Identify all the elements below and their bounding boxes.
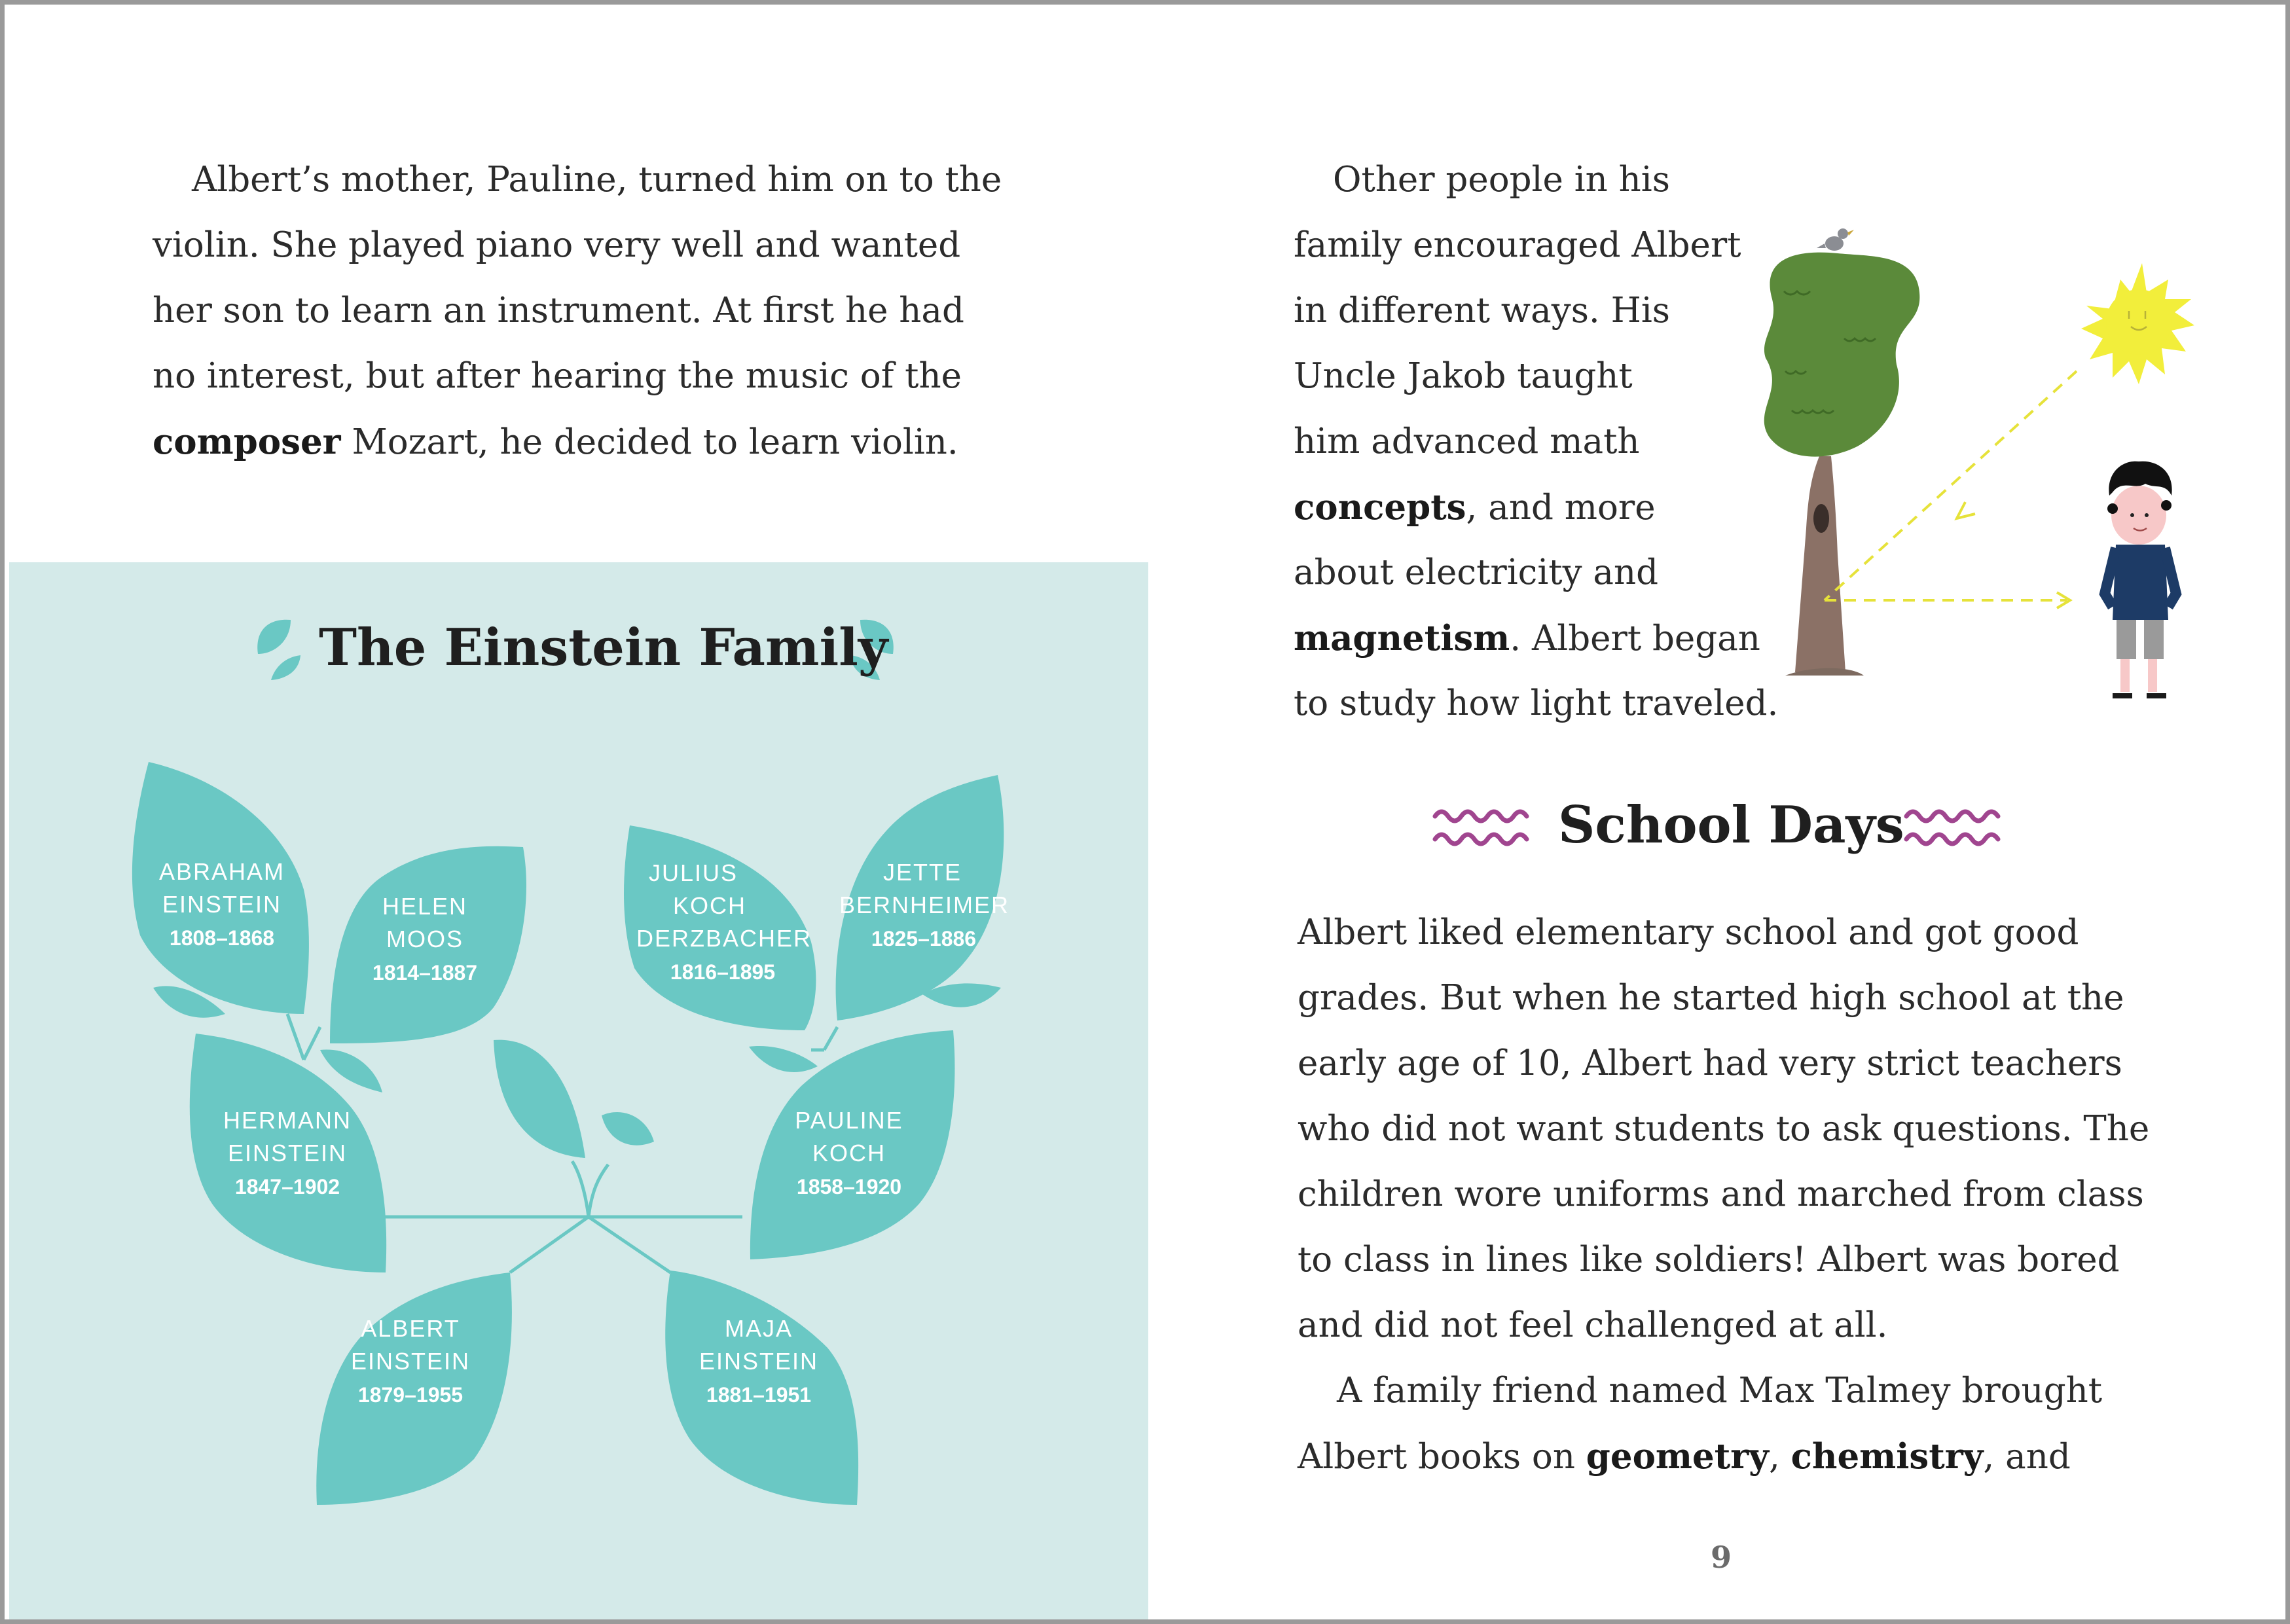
family-tree-graphic	[9, 562, 1148, 1624]
abraham-years: 1808–1868	[169, 926, 275, 950]
julius-years: 1816–1895	[670, 960, 776, 984]
abraham-name-2: EINSTEIN	[162, 891, 282, 918]
text-line: early age of 10, Albert had very strict teachers	[1298, 1043, 2122, 1083]
text-line: Uncle Jakob taught	[1294, 356, 1633, 396]
text-span: , and	[1983, 1437, 2071, 1477]
title-leaf-left-icon	[257, 620, 300, 680]
text-line: violin. She played piano very well and wanted	[153, 225, 961, 265]
text-line: no interest, but after hearing the music of the	[153, 356, 962, 396]
boy-icon	[2105, 461, 2176, 698]
text-line: to study how light traveled.	[1294, 683, 1779, 723]
jette-years: 1825–1886	[871, 927, 977, 950]
pauline-years: 1858–1920	[796, 1175, 902, 1199]
text-line: Albert liked elementary school and got good	[1298, 912, 2079, 952]
tree-icon	[1764, 253, 1920, 676]
text-span: Mozart, he decided to learn violin.	[340, 422, 958, 462]
maja-name-2: EINSTEIN	[699, 1348, 819, 1375]
albert-name-1: ALBERT	[361, 1315, 460, 1342]
hermann-years: 1847–1902	[234, 1175, 340, 1199]
ray-arrowhead-icon	[1957, 502, 1975, 518]
maja-name-1: MAJA	[724, 1315, 793, 1342]
text-line: who did not want students to ask questions. The	[1298, 1109, 2150, 1149]
text-line: family encouraged Albert	[1294, 225, 1741, 265]
bird-icon	[1817, 228, 1854, 251]
relatives-paragraph	[1294, 147, 1778, 736]
text-line: and did not feel challenged at all.	[1298, 1305, 1888, 1345]
text-line: to class in lines like soldiers! Albert was bored	[1298, 1240, 2120, 1280]
wave-left-icon	[1432, 803, 1543, 856]
hermann-name-1: HERMANN	[223, 1107, 352, 1134]
glossary-term-chemistry: chemistry	[1790, 1436, 1984, 1477]
sun-icon	[2081, 263, 2194, 384]
hermann-name-2: EINSTEIN	[227, 1140, 348, 1166]
family-tree-title: The Einstein Family	[319, 618, 888, 677]
text-span: ,	[1768, 1437, 1791, 1477]
wave-right-icon	[1903, 803, 2014, 856]
text-span: Albert books on	[1298, 1437, 1586, 1477]
text-line	[1294, 605, 1778, 671]
text-line: in different ways. His	[1294, 291, 1670, 331]
school-days-heading: School Days	[1558, 795, 1904, 855]
leaf-abraham	[132, 762, 309, 1014]
albert-name-2: EINSTEIN	[350, 1348, 471, 1375]
maja-years: 1881–1951	[706, 1383, 812, 1407]
text-line: her son to learn an instrument. At first he had	[153, 291, 964, 331]
albert-years: 1879–1955	[357, 1383, 463, 1407]
light-illustration	[1746, 214, 2283, 712]
glossary-term-magnetism: magnetism	[1294, 618, 1510, 659]
julius-name-2: KOCH	[672, 892, 747, 919]
helen-name-1: HELEN	[382, 893, 468, 920]
text-line: about electricity and	[1294, 552, 1659, 592]
jette-name-2: BERNHEIMER	[839, 892, 1010, 918]
text-line	[1298, 1424, 2149, 1489]
julius-name-1: JULIUS	[648, 859, 738, 886]
helen-years: 1814–1887	[372, 961, 478, 984]
text-line: A family friend named Max Talmey brought	[1337, 1371, 2103, 1411]
school-paragraph	[1298, 900, 2149, 1489]
text-line: Other people in his	[1333, 160, 1670, 200]
pauline-name-2: KOCH	[812, 1140, 886, 1166]
family-tree-panel	[9, 562, 1148, 1624]
glossary-term-geometry: geometry	[1586, 1436, 1769, 1477]
julius-name-3: DERZBACHER	[636, 925, 812, 952]
glossary-term-composer: composer	[153, 422, 341, 462]
text-span: , and more	[1466, 488, 1656, 528]
pauline-name-1: PAULINE	[795, 1107, 903, 1134]
text-span: . Albert began	[1510, 619, 1760, 659]
text-line: Albert’s mother, Pauline, turned him on to the	[192, 160, 1002, 200]
text-line	[1294, 475, 1778, 540]
text-line: children wore uniforms and marched from class	[1298, 1174, 2144, 1214]
jette-name-1: JETTE	[882, 859, 962, 886]
text-line: him advanced math	[1294, 422, 1640, 461]
helen-name-2: MOOS	[386, 926, 464, 952]
glossary-term-concepts: concepts	[1294, 487, 1466, 528]
intro-paragraph	[153, 147, 1002, 475]
text-line: grades. But when he started high school at the	[1298, 978, 2124, 1018]
page-number: 9	[1711, 1540, 1732, 1575]
abraham-name-1: ABRAHAM	[158, 858, 285, 885]
text-line	[153, 409, 1002, 475]
